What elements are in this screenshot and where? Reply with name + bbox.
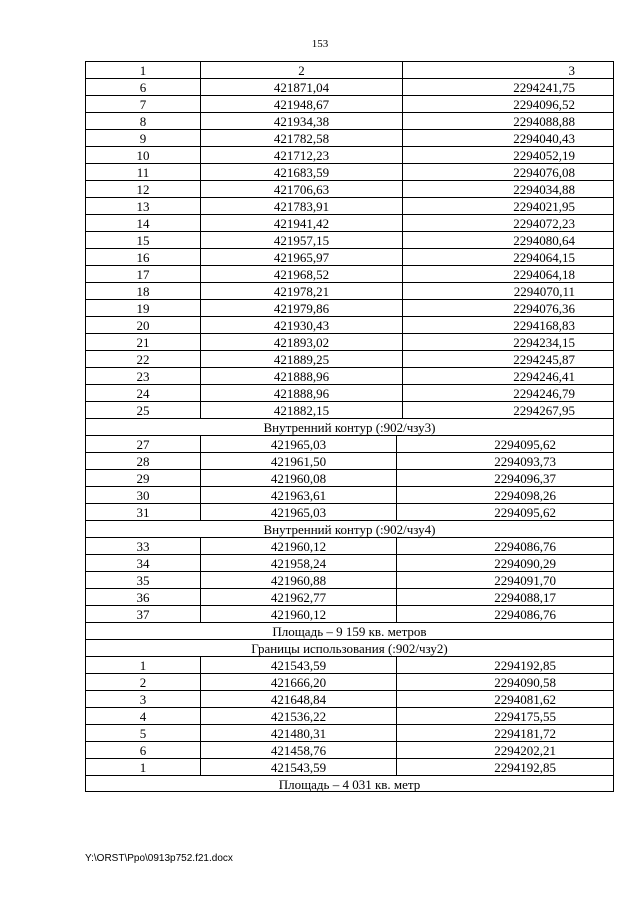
area-summary-text: Площадь – 4 031 кв. метр — [278, 777, 421, 792]
cell-col-1: 3 — [86, 691, 201, 707]
cell-col-1: 21 — [86, 334, 201, 350]
cell-col-2: 421962,77 — [201, 589, 397, 605]
cell-col-1: 37 — [86, 606, 201, 622]
table-row — [85, 486, 614, 503]
cell-col-1: 25 — [86, 402, 201, 418]
area-summary — [85, 775, 614, 792]
cell-col-2: 421960,88 — [201, 572, 397, 588]
table-row — [85, 265, 614, 282]
table-row — [85, 724, 614, 741]
footer-file-path: Y:\ORST\Ppo\0913p752.f21.docx — [85, 853, 233, 864]
cell-col-1: 29 — [86, 470, 201, 486]
cell-col-1: 12 — [86, 181, 201, 197]
cell-col-3: 2294088,88 — [513, 114, 575, 129]
cell-col-1: 6 — [86, 79, 201, 95]
table-row — [85, 350, 614, 367]
cell-col-1: 6 — [86, 742, 201, 758]
cell-col-1: 19 — [86, 300, 201, 316]
table-row — [85, 401, 614, 418]
section-heading-text: Внутренний контур (:902/чзу4) — [263, 522, 436, 537]
cell-col-3: 2294175,55 — [494, 709, 556, 724]
cell-col-3: 2294064,18 — [513, 267, 575, 282]
cell-col-1: 22 — [86, 351, 201, 367]
cell-col-2: 421888,96 — [201, 368, 403, 384]
table-row — [85, 707, 614, 724]
table-row — [85, 554, 614, 571]
cell-col-1: 1 — [86, 759, 201, 775]
cell-col-3: 2294072,23 — [513, 216, 575, 231]
cell-col-2: 421882,15 — [201, 402, 403, 418]
table-row — [85, 435, 614, 452]
cell-col-1: 35 — [86, 572, 201, 588]
cell-col-1: 9 — [86, 130, 201, 146]
section-heading — [85, 639, 614, 656]
cell-col-3: 2294086,76 — [494, 539, 556, 554]
table-row — [85, 503, 614, 520]
cell-col-2: 421543,59 — [201, 759, 397, 775]
cell-col-2: 421543,59 — [201, 657, 397, 673]
cell-col-2: 421948,67 — [201, 96, 403, 112]
cell-col-2: 421979,86 — [201, 300, 403, 316]
cell-col-2: 421960,08 — [201, 470, 397, 486]
table-row — [85, 95, 614, 112]
cell-col-3: 2294245,87 — [513, 352, 575, 367]
section-heading-text: Границы использования (:902/чзу2) — [251, 641, 448, 656]
cell-col-3: 2294246,41 — [513, 369, 575, 384]
table-row — [85, 333, 614, 350]
cell-col-2: 421712,23 — [201, 147, 403, 163]
cell-col-3: 2294234,15 — [513, 335, 575, 350]
table-row — [85, 605, 614, 622]
cell-col-1: 31 — [86, 504, 201, 520]
cell-col-2: 421458,76 — [201, 742, 397, 758]
table-row — [85, 452, 614, 469]
table-row — [85, 282, 614, 299]
cell-col-2: 421893,02 — [201, 334, 403, 350]
table-row — [85, 367, 614, 384]
cell-col-1: 33 — [86, 538, 201, 554]
cell-col-3: 2294088,17 — [494, 590, 556, 605]
cell-col-2: 421888,96 — [201, 385, 403, 401]
table-row — [85, 588, 614, 605]
cell-col-3: 2294052,19 — [513, 148, 575, 163]
cell-col-1: 28 — [86, 453, 201, 469]
cell-col-1: 36 — [86, 589, 201, 605]
cell-col-3: 3 — [568, 63, 575, 78]
table-row — [85, 112, 614, 129]
cell-col-2: 421782,58 — [201, 130, 403, 146]
cell-col-3: 2294095,62 — [494, 437, 556, 452]
cell-col-3: 2294095,62 — [494, 505, 556, 520]
cell-col-2: 421930,43 — [201, 317, 403, 333]
cell-col-2: 421957,15 — [201, 232, 403, 248]
cell-col-2: 421968,52 — [201, 266, 403, 282]
cell-col-3: 2294080,64 — [513, 233, 575, 248]
cell-col-2: 421783,91 — [201, 198, 403, 214]
section-heading — [85, 520, 614, 537]
cell-col-1: 1 — [86, 62, 201, 78]
cell-col-1: 5 — [86, 725, 201, 741]
cell-col-2: 421934,38 — [201, 113, 403, 129]
cell-col-2: 421961,50 — [201, 453, 397, 469]
cell-col-2: 421965,97 — [201, 249, 403, 265]
cell-col-3: 2294086,76 — [494, 607, 556, 622]
cell-col-2: 2 — [201, 62, 403, 78]
cell-col-1: 20 — [86, 317, 201, 333]
cell-col-3: 2294241,75 — [513, 80, 575, 95]
cell-col-3: 2294246,79 — [513, 386, 575, 401]
table-row — [85, 180, 614, 197]
cell-col-3: 2294181,72 — [494, 726, 556, 741]
table-row — [85, 316, 614, 333]
cell-col-3: 2294034,88 — [513, 182, 575, 197]
cell-col-1: 15 — [86, 232, 201, 248]
cell-col-2: 421963,61 — [201, 487, 397, 503]
table-row — [85, 163, 614, 180]
cell-col-1: 1 — [86, 657, 201, 673]
cell-col-1: 8 — [86, 113, 201, 129]
cell-col-1: 34 — [86, 555, 201, 571]
cell-col-3: 2294021,95 — [513, 199, 575, 214]
cell-col-1: 23 — [86, 368, 201, 384]
page-number: 153 — [311, 38, 329, 50]
cell-col-3: 2294091,70 — [494, 573, 556, 588]
cell-col-1: 16 — [86, 249, 201, 265]
cell-col-3: 2294081,62 — [494, 692, 556, 707]
table-row — [85, 197, 614, 214]
table-row — [85, 673, 614, 690]
cell-col-2: 421960,12 — [201, 606, 397, 622]
cell-col-1: 2 — [86, 674, 201, 690]
cell-col-1: 11 — [86, 164, 201, 180]
table-row — [85, 469, 614, 486]
cell-col-3: 2294202,21 — [494, 743, 556, 758]
table-row — [85, 384, 614, 401]
table-header-row — [85, 61, 614, 78]
cell-col-1: 4 — [86, 708, 201, 724]
cell-col-3: 2294192,85 — [494, 658, 556, 673]
table-row — [85, 537, 614, 554]
cell-col-2: 421958,24 — [201, 555, 397, 571]
cell-col-3: 2294098,26 — [494, 488, 556, 503]
cell-col-3: 2294090,58 — [494, 675, 556, 690]
table-row — [85, 299, 614, 316]
cell-col-1: 13 — [86, 198, 201, 214]
cell-col-3: 2294168,83 — [513, 318, 575, 333]
cell-col-3: 2294093,73 — [494, 454, 556, 469]
coordinates-table — [85, 61, 614, 792]
cell-col-2: 421960,12 — [201, 538, 397, 554]
cell-col-1: 7 — [86, 96, 201, 112]
cell-col-2: 421965,03 — [201, 436, 397, 452]
table-row — [85, 146, 614, 163]
cell-col-2: 421480,31 — [201, 725, 397, 741]
table-row — [85, 758, 614, 775]
cell-col-2: 421648,84 — [201, 691, 397, 707]
section-heading — [85, 418, 614, 435]
cell-col-1: 27 — [86, 436, 201, 452]
cell-col-2: 421941,42 — [201, 215, 403, 231]
table-row — [85, 129, 614, 146]
table-row — [85, 571, 614, 588]
area-summary-text: Площадь – 9 159 кв. метров — [272, 624, 427, 639]
cell-col-2: 421889,25 — [201, 351, 403, 367]
area-summary — [85, 622, 614, 639]
cell-col-2: 421871,04 — [201, 79, 403, 95]
cell-col-1: 24 — [86, 385, 201, 401]
cell-col-2: 421965,03 — [201, 504, 397, 520]
cell-col-2: 421666,20 — [201, 674, 397, 690]
cell-col-2: 421978,21 — [201, 283, 403, 299]
table-row — [85, 214, 614, 231]
cell-col-3: 2294070,11 — [513, 284, 575, 299]
cell-col-3: 2294096,37 — [494, 471, 556, 486]
table-row — [85, 656, 614, 673]
cell-col-3: 2294076,08 — [513, 165, 575, 180]
cell-col-3: 2294064,15 — [513, 250, 575, 265]
cell-col-1: 17 — [86, 266, 201, 282]
cell-col-2: 421536,22 — [201, 708, 397, 724]
cell-col-1: 30 — [86, 487, 201, 503]
table-row — [85, 248, 614, 265]
cell-col-2: 421706,63 — [201, 181, 403, 197]
table-row — [85, 690, 614, 707]
cell-col-1: 10 — [86, 147, 201, 163]
table-row — [85, 231, 614, 248]
cell-col-3: 2294090,29 — [494, 556, 556, 571]
cell-col-3: 2294040,43 — [513, 131, 575, 146]
cell-col-3: 2294096,52 — [513, 97, 575, 112]
table-row — [85, 78, 614, 95]
cell-col-2: 421683,59 — [201, 164, 403, 180]
table-row — [85, 741, 614, 758]
cell-col-3: 2294267,95 — [513, 403, 575, 418]
cell-col-3: 2294192,85 — [494, 760, 556, 775]
section-heading-text: Внутренний контур (:902/чзу3) — [263, 420, 436, 435]
cell-col-1: 14 — [86, 215, 201, 231]
cell-col-3: 2294076,36 — [513, 301, 575, 316]
cell-col-1: 18 — [86, 283, 201, 299]
